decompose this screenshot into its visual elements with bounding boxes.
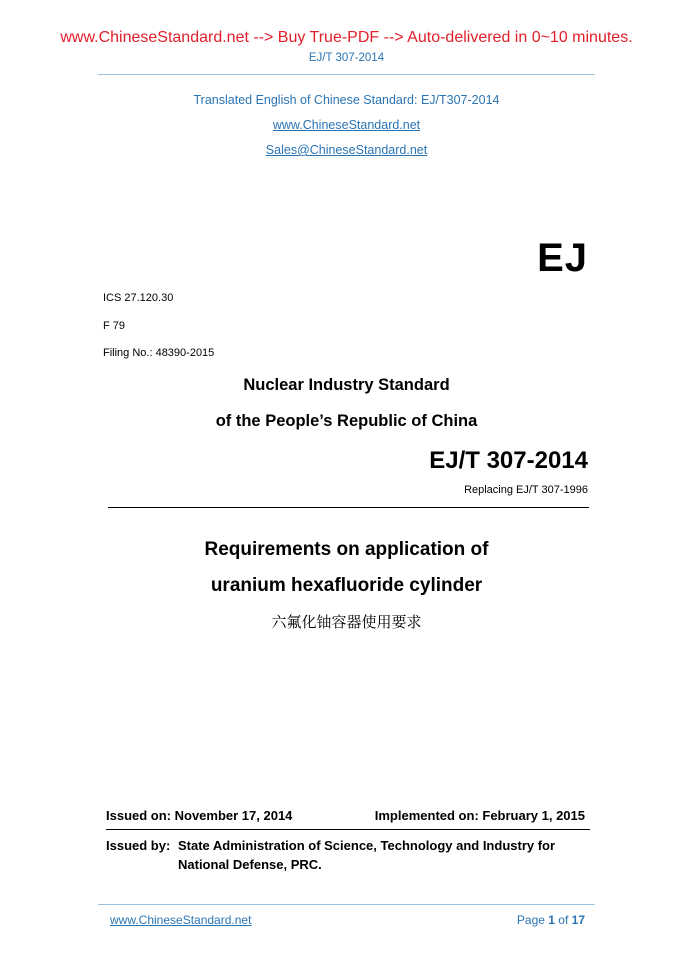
footer-divider bbox=[98, 904, 595, 905]
title-divider bbox=[108, 507, 589, 508]
ej-logo-mark: EJ bbox=[537, 236, 588, 280]
replacing-note: Replacing EJ/T 307-1996 bbox=[464, 484, 588, 496]
ccs-code: F 79 bbox=[103, 320, 126, 332]
issued-by-label: Issued by: bbox=[106, 838, 171, 853]
sales-email-link[interactable]: Sales@ChineseStandard.net bbox=[265, 143, 428, 157]
issued-on-date: Issued on: November 17, 2014 bbox=[106, 808, 293, 823]
sales-email-container bbox=[0, 143, 693, 157]
standard-title-line1: Nuclear Industry Standard bbox=[243, 376, 450, 394]
filing-number: Filing No.: 48390-2015 bbox=[103, 347, 215, 359]
page-current: 1 bbox=[548, 913, 555, 927]
standard-title-line2: of the People’s Republic of China bbox=[215, 412, 478, 430]
page-of: of bbox=[554, 913, 572, 927]
website-link-container bbox=[0, 118, 693, 132]
page-indicator bbox=[517, 913, 585, 927]
document-title-line1: Requirements on application of bbox=[204, 539, 489, 560]
issued-by-line1: State Administration of Science, Technology and Industry for bbox=[178, 838, 556, 853]
document-title-line2: uranium hexafluoride cylinder bbox=[210, 575, 483, 596]
chinese-title: 六氟化铀容器使用要求 bbox=[271, 613, 422, 631]
standard-number: EJ/T 307-2014 bbox=[429, 447, 588, 474]
footer-link-container bbox=[110, 913, 251, 927]
implemented-on-date: Implemented on: February 1, 2015 bbox=[374, 808, 585, 823]
page-total: 17 bbox=[571, 913, 585, 927]
promo-banner[interactable]: www.ChineseStandard.net --> Buy True-PDF --> Auto-delivered in 0~10 minutes. bbox=[60, 29, 633, 46]
header-divider bbox=[98, 74, 595, 75]
dates-divider bbox=[106, 829, 590, 830]
issued-by-line2: National Defense, PRC. bbox=[178, 857, 322, 872]
translated-notice: Translated English of Chinese Standard: EJ/T307-2014 bbox=[193, 93, 500, 107]
footer-website-link[interactable]: www.ChineseStandard.net bbox=[110, 913, 252, 927]
page-prefix: Page bbox=[516, 913, 549, 927]
header-document-code: EJ/T 307-2014 bbox=[308, 52, 385, 64]
website-link[interactable]: www.ChineseStandard.net bbox=[272, 118, 421, 132]
issued-by-block bbox=[106, 836, 590, 874]
ics-code: ICS 27.120.30 bbox=[103, 292, 174, 304]
